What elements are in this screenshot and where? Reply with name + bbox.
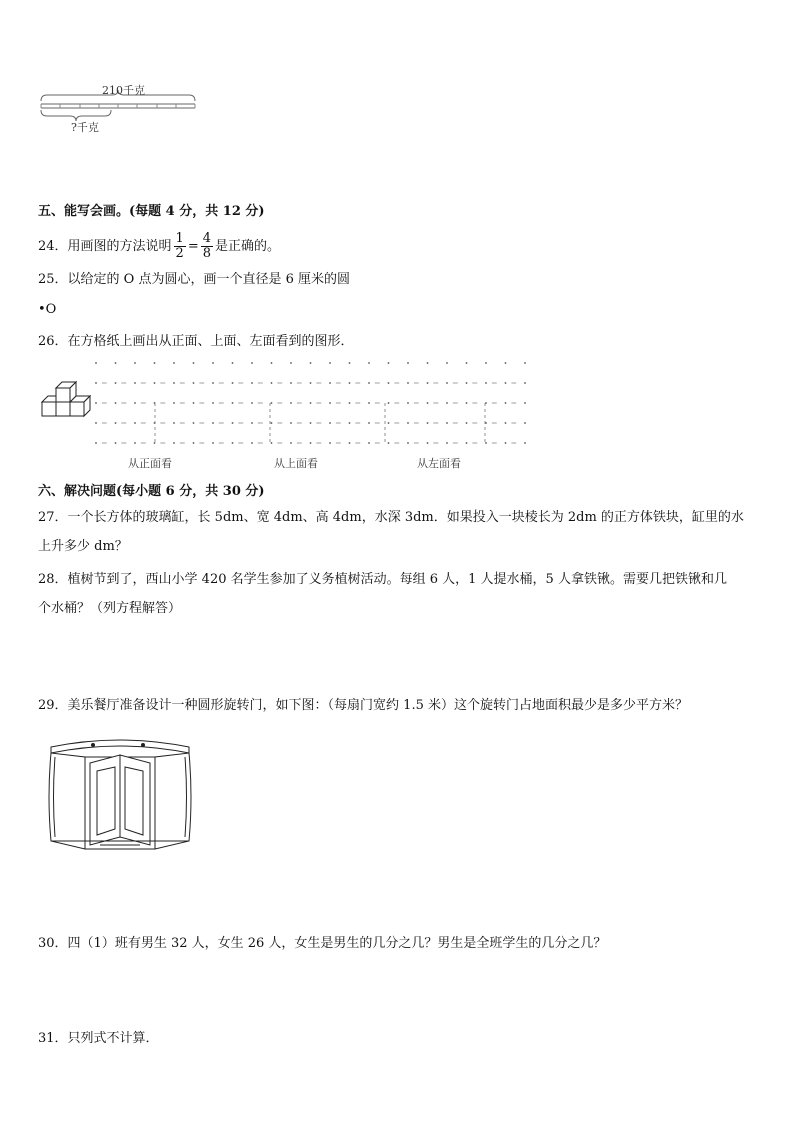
grid-dot	[388, 382, 390, 384]
grid-dot	[193, 442, 195, 444]
grid-dot	[95, 382, 97, 384]
bar-diagram-svg	[0, 0, 794, 140]
grid-dot	[290, 362, 292, 364]
grid-dot	[95, 422, 97, 424]
grid-dot	[290, 442, 292, 444]
grid-dot	[329, 442, 331, 444]
grid-dot	[407, 422, 409, 424]
grid-dot	[329, 422, 331, 424]
grid-dot	[524, 422, 526, 424]
grid-dot	[193, 402, 195, 404]
q24-suffix: 是正确的。	[215, 239, 281, 254]
section-5-heading: 五、能写会画。(每题 4 分，共 12 分)	[38, 204, 265, 219]
grid-dot	[271, 442, 273, 444]
grid-dot	[524, 362, 526, 364]
grid-dot	[154, 382, 156, 384]
grid-dot	[466, 402, 468, 404]
grid-dot	[290, 402, 292, 404]
question-25: 25．以给定的 O 点为圆心，画一个直径是 6 厘米的圆	[38, 272, 351, 287]
grid-dot	[505, 422, 507, 424]
grid-dot	[446, 402, 448, 404]
grid-dot	[329, 382, 331, 384]
grid-dot	[446, 382, 448, 384]
grid-dot	[466, 422, 468, 424]
grid-dot	[173, 422, 175, 424]
grid-dot	[173, 362, 175, 364]
grid-dot	[427, 402, 429, 404]
grid-dot	[349, 382, 351, 384]
bar-total-label: 210千克	[102, 84, 145, 97]
grid-dot	[232, 402, 234, 404]
grid-dot	[134, 422, 136, 424]
question-28-line1: 28．植树节到了，西山小学 420 名学生参加了义务植树活动。每组 6 人，1 人提水桶，5 人拿铁锹。需要几把铁锹和几	[38, 572, 727, 587]
grid-dot	[368, 422, 370, 424]
grid-dot	[251, 422, 253, 424]
grid-dot	[154, 442, 156, 444]
caption-front-view: 从正面看	[128, 457, 172, 470]
revolving-door-figure	[45, 737, 195, 852]
grid-dot	[251, 362, 253, 364]
grid-dot	[134, 362, 136, 364]
dot-grid-paper	[0, 355, 794, 455]
question-29: 29．美乐餐厅准备设计一种圆形旋转门，如下图：（每扇门宽约 1.5 米）这个旋转门占地面积最少是多少平方米？	[38, 698, 688, 713]
grid-dot	[407, 442, 409, 444]
grid-dot	[95, 402, 97, 404]
grid-dot	[193, 362, 195, 364]
grid-dot	[134, 382, 136, 384]
grid-dot	[173, 402, 175, 404]
grid-dot	[290, 422, 292, 424]
equals-sign: =	[187, 239, 199, 254]
grid-dot	[427, 442, 429, 444]
q24-prefix: 24．用画图的方法说明	[38, 239, 172, 254]
grid-dot	[368, 362, 370, 364]
question-27-line2: 上升多少 dm？	[38, 539, 128, 554]
grid-dot	[212, 442, 214, 444]
grid-dot	[349, 422, 351, 424]
grid-dot	[251, 382, 253, 384]
grid-dot	[193, 382, 195, 384]
grid-dot	[524, 442, 526, 444]
grid-dot	[115, 402, 117, 404]
grid-dot	[505, 382, 507, 384]
grid-dot	[446, 362, 448, 364]
grid-dot	[349, 362, 351, 364]
grid-dot	[95, 362, 97, 364]
grid-dot	[290, 382, 292, 384]
grid-dot	[232, 362, 234, 364]
grid-dot	[485, 442, 487, 444]
point-o-label: •O	[38, 302, 57, 317]
grid-dot	[212, 402, 214, 404]
grid-dot	[134, 442, 136, 444]
question-24	[38, 232, 280, 261]
grid-dot	[232, 422, 234, 424]
grid-dot	[466, 382, 468, 384]
grid-dot	[95, 442, 97, 444]
grid-dot	[388, 422, 390, 424]
grid-dot	[115, 422, 117, 424]
question-30: 30．四（1）班有男生 32 人，女生 26 人，女生是男生的几分之几？男生是全班学生的几分之几？	[38, 936, 607, 951]
fraction-four-eighths: $\frac{4}{8}$	[202, 231, 212, 261]
grid-dot	[427, 362, 429, 364]
grid-dot	[212, 382, 214, 384]
grid-dot	[310, 382, 312, 384]
fraction-one-half: $\frac{1}{2}$	[175, 231, 184, 261]
grid-dot	[368, 402, 370, 404]
grid-dot	[329, 402, 331, 404]
grid-dot	[173, 442, 175, 444]
grid-dot	[368, 442, 370, 444]
grid-dot	[232, 382, 234, 384]
grid-dot	[524, 402, 526, 404]
grid-dot	[407, 382, 409, 384]
grid-dot	[388, 362, 390, 364]
grid-dot	[466, 362, 468, 364]
grid-dot	[310, 422, 312, 424]
grid-dot	[427, 382, 429, 384]
grid-dot	[310, 442, 312, 444]
grid-dot	[407, 402, 409, 404]
grid-dot	[485, 382, 487, 384]
grid-dot	[466, 442, 468, 444]
grid-dot	[505, 362, 507, 364]
grid-dot	[505, 402, 507, 404]
grid-dot	[271, 422, 273, 424]
grid-dot	[310, 402, 312, 404]
grid-dot	[271, 382, 273, 384]
grid-dot	[193, 422, 195, 424]
grid-dot	[212, 422, 214, 424]
grid-dot	[485, 362, 487, 364]
question-31: 31．只列式不计算．	[38, 1031, 159, 1046]
grid-dot	[251, 442, 253, 444]
grid-dot	[407, 362, 409, 364]
grid-dot	[349, 402, 351, 404]
grid-dot	[212, 362, 214, 364]
grid-dot	[388, 402, 390, 404]
grid-dot	[232, 442, 234, 444]
caption-side-view: 从左面看	[417, 457, 461, 470]
grid-dot	[154, 362, 156, 364]
grid-dot	[446, 422, 448, 424]
section-6-heading: 六、解决问题(每小题 6 分，共 30 分)	[38, 484, 265, 499]
grid-dot	[271, 362, 273, 364]
grid-dot	[329, 362, 331, 364]
bar-part-label: ?千克	[71, 121, 99, 134]
grid-dot	[368, 382, 370, 384]
grid-dot	[173, 382, 175, 384]
question-28-line2: 个水桶？（列方程解答）	[38, 601, 182, 616]
grid-dot	[349, 442, 351, 444]
question-26: 26．在方格纸上画出从正面、上面、左面看到的图形．	[38, 334, 354, 349]
caption-top-view: 从上面看	[274, 457, 318, 470]
grid-dot	[310, 362, 312, 364]
grid-dot	[446, 442, 448, 444]
grid-dot	[388, 442, 390, 444]
grid-dot	[251, 402, 253, 404]
question-27-line1: 27．一个长方体的玻璃缸，长 5dm、宽 4dm、高 4dm，水深 3dm．如果投入一块棱长为 2dm 的正方体铁块，缸里的水	[38, 510, 744, 525]
grid-dot	[115, 442, 117, 444]
grid-dot	[115, 362, 117, 364]
grid-dot	[271, 402, 273, 404]
grid-dot	[134, 402, 136, 404]
grid-dot	[427, 422, 429, 424]
grid-dot	[505, 442, 507, 444]
grid-dot	[524, 382, 526, 384]
grid-dot	[115, 382, 117, 384]
